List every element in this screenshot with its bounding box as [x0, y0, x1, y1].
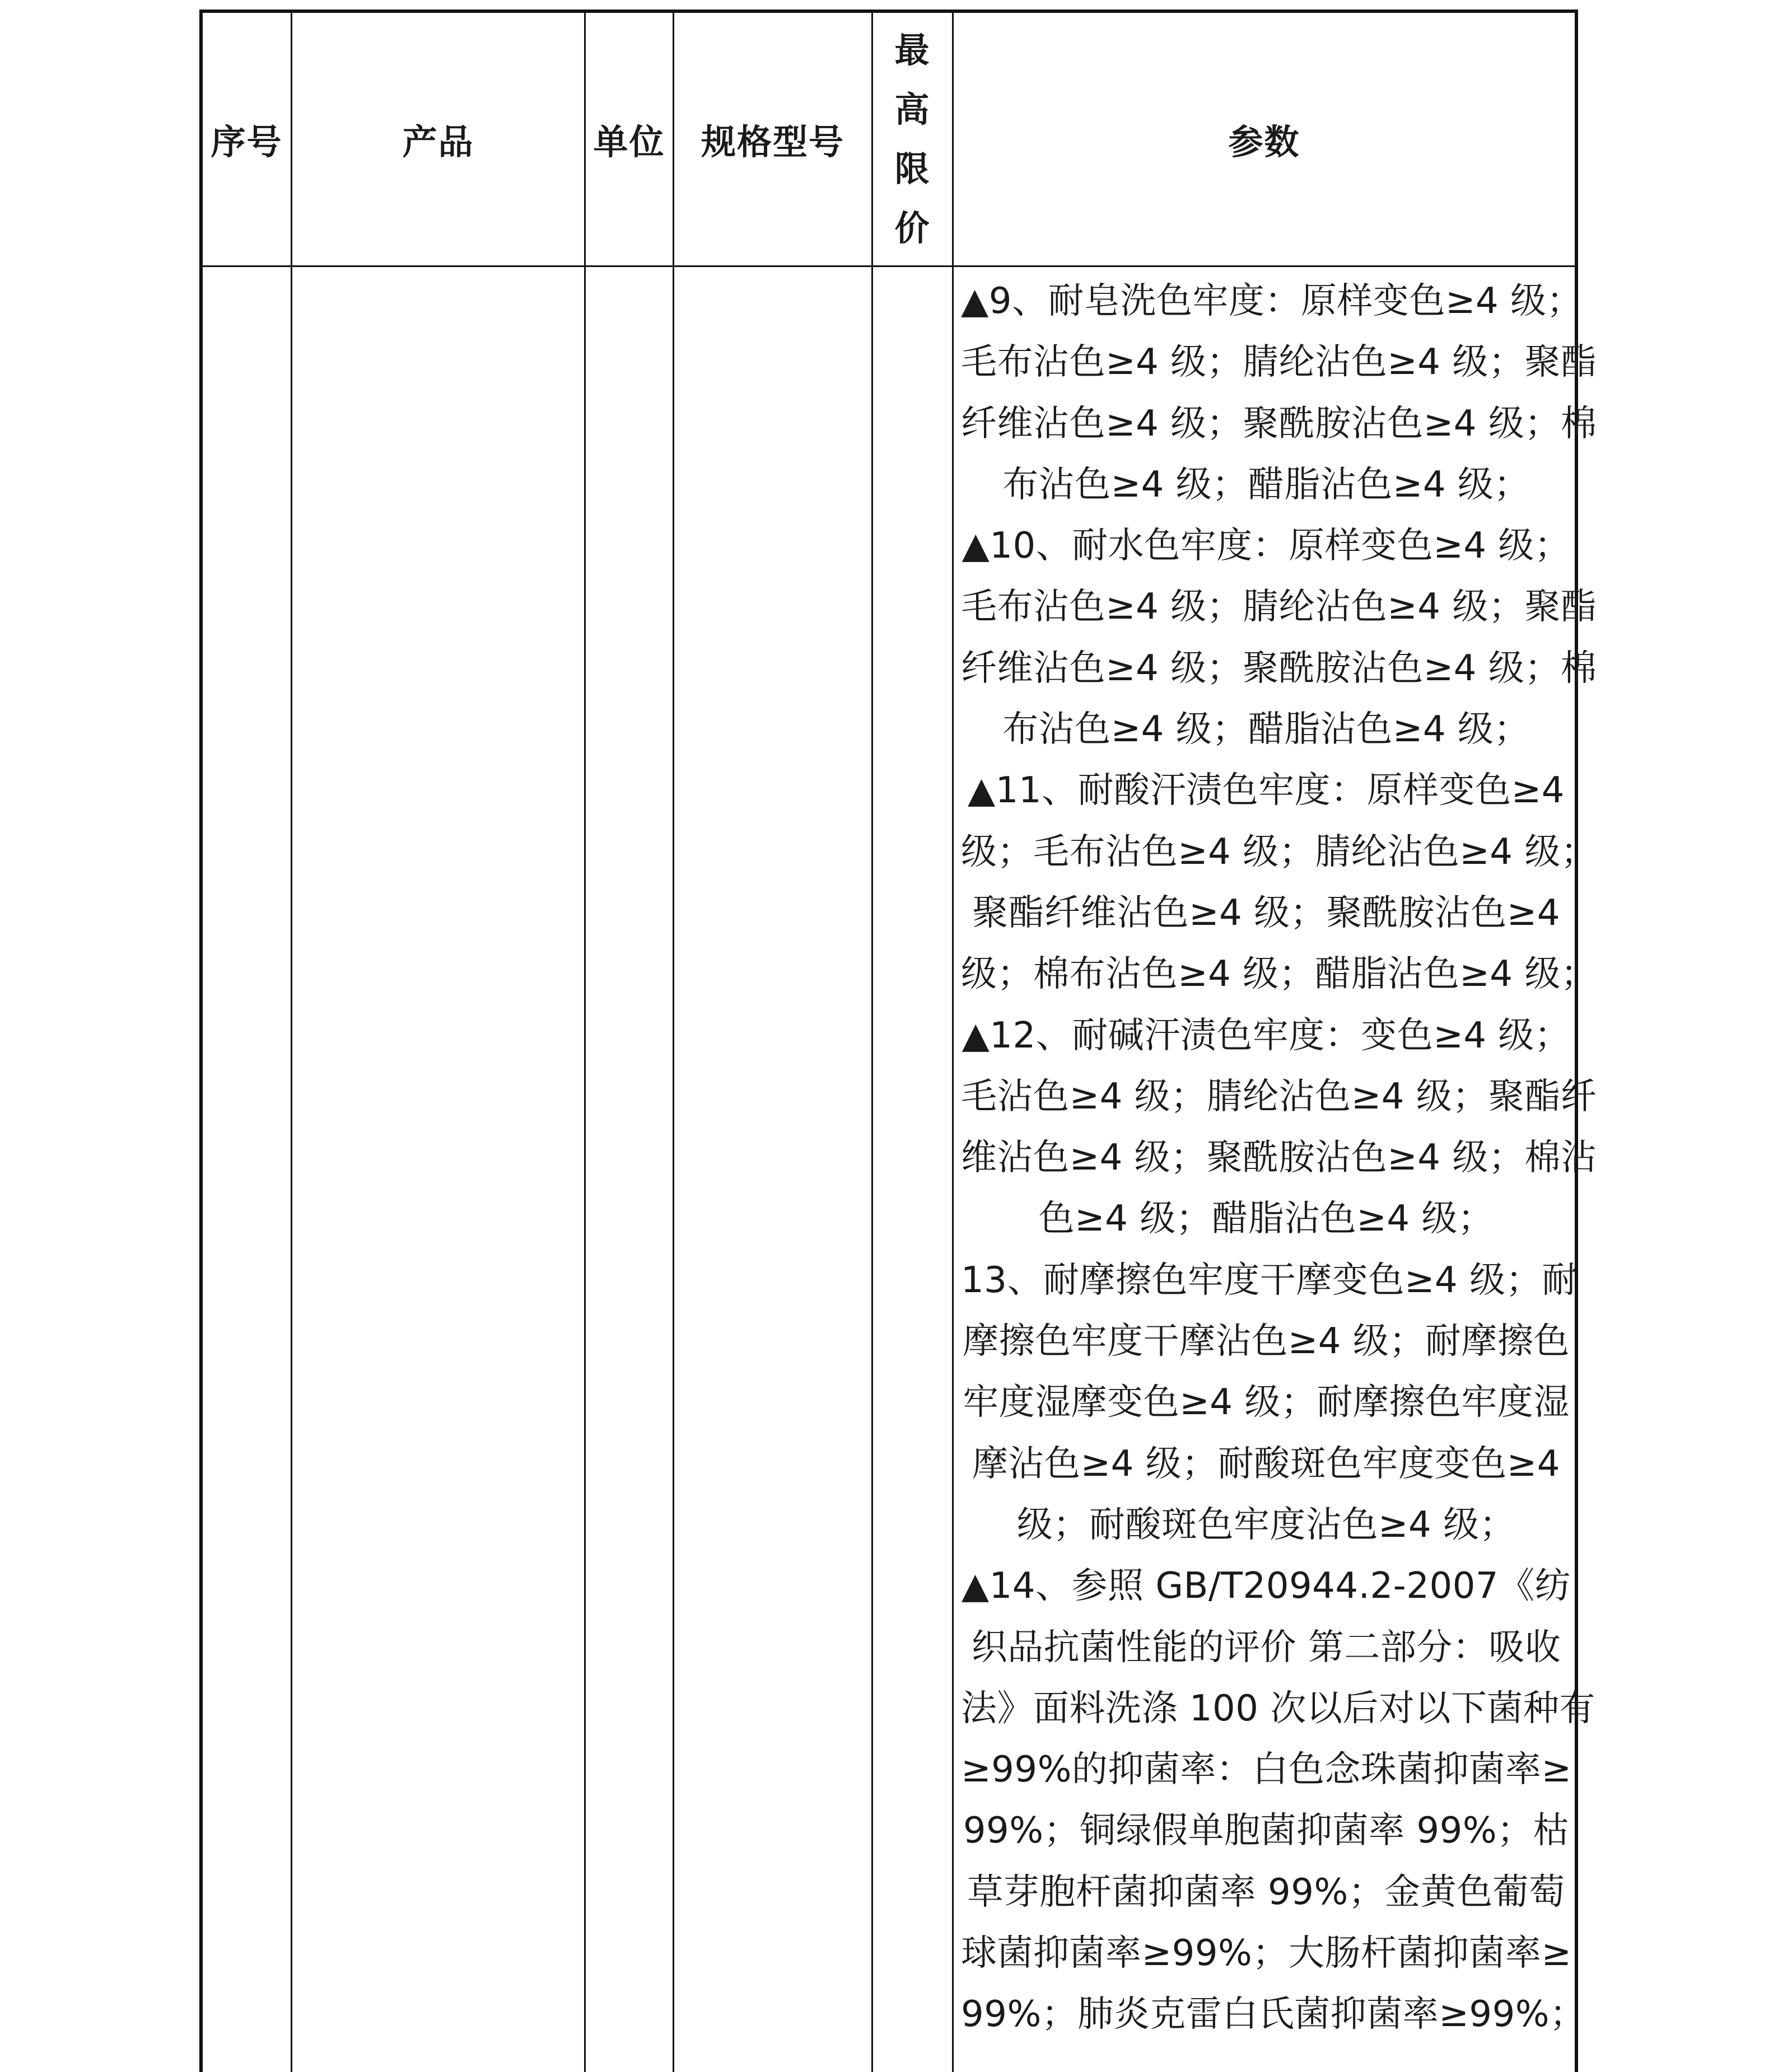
params-line: 99%；肺炎克雷白氏菌抑菌率≥99%； — [961, 1994, 1586, 2036]
header-spec: 规格型号 — [701, 121, 844, 162]
header-max-price-char: 高 — [894, 88, 931, 130]
params-line: 纤维沾色≥4 级；聚酰胺沾色≥4 级；棉 — [961, 403, 1597, 445]
params-line: ▲10、耐水色牢度：原样变色≥4 级； — [962, 525, 1571, 567]
params-line: ▲11、耐酸汗渍色牢度：原样变色≥4 — [968, 770, 1565, 812]
params-line: ▲9、耐皂洗色牢度：原样变色≥4 级； — [961, 280, 1583, 322]
params-line: 13、耐摩擦色牢度干摩变色≥4 级；耐 — [961, 1259, 1578, 1301]
header-max-price-char: 价 — [894, 207, 931, 249]
params-line: 级；棉布沾色≥4 级；醋脂沾色≥4 级； — [961, 953, 1597, 995]
header-seq: 序号 — [211, 121, 283, 162]
params-line: 维沾色≥4 级；聚酰胺沾色≥4 级；棉沾 — [961, 1137, 1597, 1179]
header-product: 产品 — [402, 121, 474, 162]
params-line: 99%；铜绿假单胞菌抑菌率 99%；枯 — [963, 1810, 1570, 1852]
params-line: 织品抗菌性能的评价 第二部分：吸收 — [971, 1626, 1561, 1668]
params-line: 毛沾色≥4 级；腈纶沾色≥4 级；聚酯纤 — [961, 1075, 1597, 1117]
header-params: 参数 — [1228, 121, 1300, 162]
params-line: 球菌抑菌率≥99%；大肠杆菌抑菌率≥ — [961, 1933, 1572, 1975]
column-divider — [673, 10, 674, 2072]
params-line: 色≥4 级；醋脂沾色≥4 级； — [1038, 1198, 1494, 1240]
params-line: 级；耐酸斑色牢度沾色≥4 级； — [1016, 1504, 1516, 1546]
header-max-price-char: 限 — [894, 148, 931, 189]
params-line: 级；毛布沾色≥4 级；腈纶沾色≥4 级； — [961, 831, 1597, 873]
params-line: ▲12、耐碱汗渍色牢度：变色≥4 级； — [962, 1014, 1571, 1056]
header-max-price-char: 最 — [894, 29, 931, 71]
params-line: 摩擦色牢度干摩沾色≥4 级；耐摩擦色 — [963, 1321, 1570, 1363]
params-line: 法》面料洗涤 100 次以后对以下菌种有 — [961, 1687, 1595, 1729]
params-line: 纤维沾色≥4 级；聚酰胺沾色≥4 级；棉 — [961, 647, 1597, 689]
column-divider — [291, 10, 292, 2072]
column-divider — [584, 10, 586, 2072]
params-line: 草芽胞杆菌抑菌率 99%；金黄色葡萄 — [967, 1871, 1565, 1913]
params-line: 布沾色≥4 级；醋脂沾色≥4 级； — [1002, 464, 1530, 506]
params-line: ≥99%的抑菌率：白色念珠菌抑菌率≥ — [961, 1749, 1572, 1791]
params-line: 布沾色≥4 级；醋脂沾色≥4 级； — [1002, 709, 1530, 751]
column-divider — [952, 10, 954, 2072]
header-divider — [199, 265, 1578, 267]
params-line: 毛布沾色≥4 级；腈纶沾色≥4 级；聚酯 — [961, 586, 1597, 628]
params-line: 聚酯纤维沾色≥4 级；聚酰胺沾色≥4 — [972, 892, 1561, 934]
header-unit: 单位 — [593, 121, 665, 162]
params-line: 牢度湿摩变色≥4 级；耐摩擦色牢度湿 — [963, 1382, 1570, 1424]
header-max-price — [873, 13, 952, 265]
params-line: 摩沾色≥4 级；耐酸斑色牢度变色≥4 — [972, 1443, 1561, 1485]
column-divider — [871, 10, 873, 2072]
params-line: 毛布沾色≥4 级；腈纶沾色≥4 级；聚酯 — [961, 342, 1597, 383]
params-line: ▲14、参照 GB/T20944.2-2007《纺 — [961, 1565, 1571, 1607]
params-cell — [961, 271, 1597, 2046]
